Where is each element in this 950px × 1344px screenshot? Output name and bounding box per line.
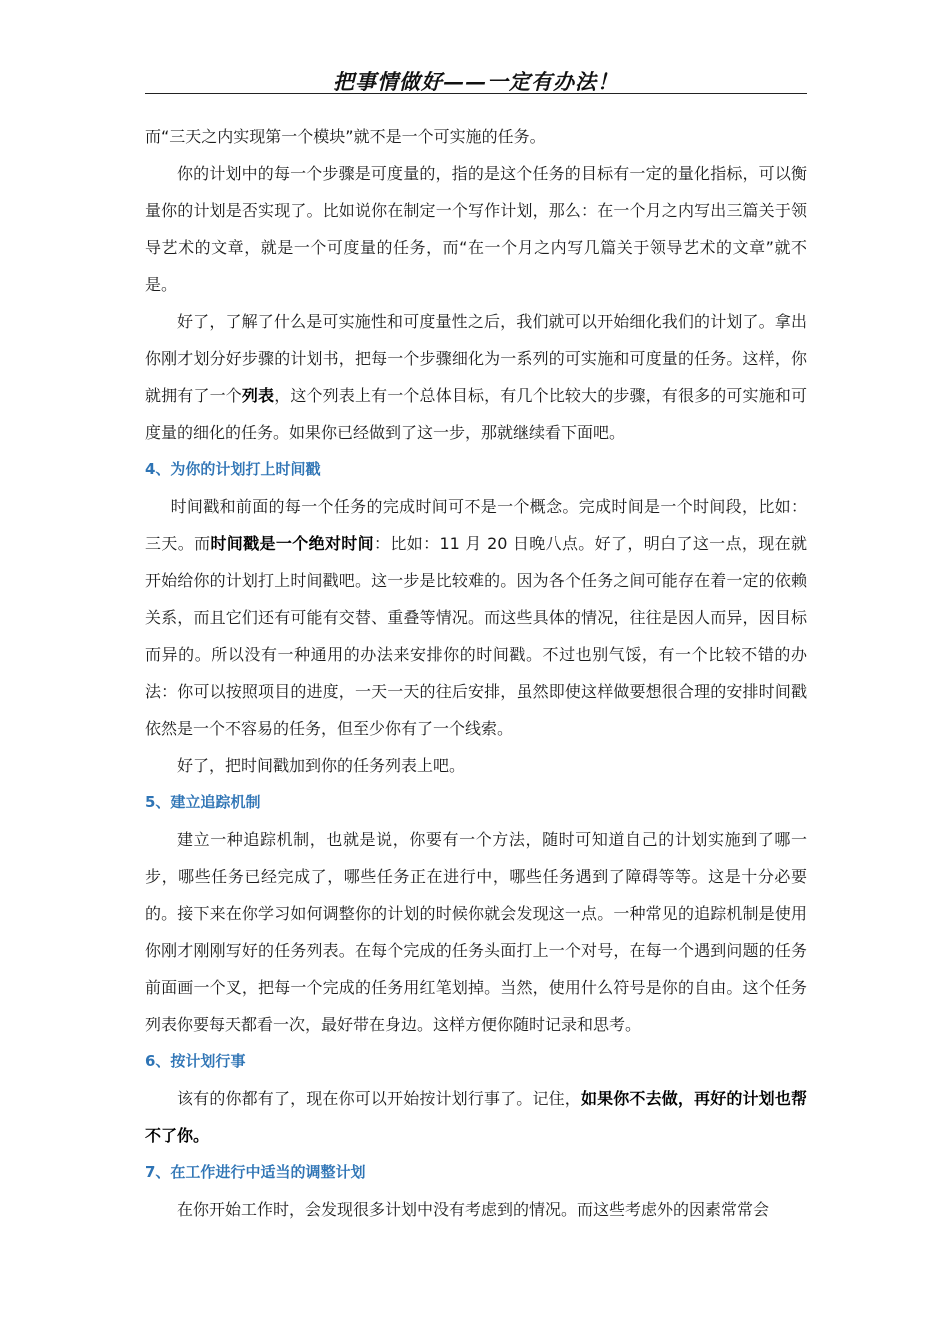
header-rule <box>145 93 807 94</box>
section-heading-7: 7、在工作进行中适当的调整计划 <box>145 1163 366 1181</box>
document-body <box>145 118 807 1228</box>
section-heading-4: 4、为你的计划打上时间戳 <box>145 460 321 478</box>
header-title: 把事情做好——一定有办法！ <box>333 69 619 94</box>
paragraph: 好了，把时间戳加到你的任务列表上吧。 <box>177 756 466 775</box>
page-header <box>145 66 807 96</box>
paragraph: 时间戳和前面的每一个任务的完成时间可不是一个概念。完成时间是一个时间段，比如：三天。而时间戳是一个绝对时间：比如：11 月 20 日晚八点。好了，明白了这一点，现在就开始给你的计划打上时间戳吧。这一步是比较难的。因为各个任务之间可能存在着一定的依赖关系，而且它们还有可能有交替、重叠等情况。而这些具体的情况，往往是因人而异，因目标而异的。所以没有一种通用的办法来安排你的时间戳。不过也别气馁，有一个比较不错的办法：你可以按照项目的进度，一天一天的往后安排，虽然即使这样做要想很合理的安排时间戳依然是一个不容易的任务，但至少你有了一个线索。 <box>145 497 807 738</box>
paragraph: 在你开始工作时，会发现很多计划中没有考虑到的情况。而这些考虑外的因素常常会 <box>177 1200 770 1219</box>
paragraph: 而“三天之内实现第一个模块”就不是一个可实施的任务。 <box>145 127 546 146</box>
paragraph: 你的计划中的每一个步骤是可度量的，指的是这个任务的目标有一定的量化指标，可以衡量你的计划是否实现了。比如说你在制定一个写作计划，那么：在一个月之内写出三篇关于领导艺术的文章，就是一个可度量的任务，而“在一个月之内写几篇关于领导艺术的文章”就不是。 <box>145 164 807 294</box>
paragraph: 好了，了解了什么是可实施性和可度量性之后，我们就可以开始细化我们的计划了。拿出你刚才划分好步骤的计划书，把每一个步骤细化为一系列的可实施和可度量的任务。这样，你就拥有了一个列表，这个列表上有一个总体目标，有几个比较大的步骤，有很多的可实施和可度量的细化的任务。如果你已经做到了这一步，那就继续看下面吧。 <box>145 312 807 442</box>
bold-term: 时间戳是一个绝对时间 <box>210 534 375 553</box>
paragraph: 建立一种追踪机制，也就是说，你要有一个方法，随时可知道自己的计划实施到了哪一步，哪些任务已经完成了，哪些任务正在进行中，哪些任务遇到了障碍等等。这是十分必要的。接下来在你学习如何调整你的计划的时候你就会发现这一点。一种常见的追踪机制是使用你刚才刚刚写好的任务列表。在每个完成的任务头面打上一个对号，在每一个遇到问题的任务前面画一个叉，把每一个完成的任务用红笔划掉。当然，使用什么符号是你的自由。这个任务列表你要每天都看一次，最好带在身边。这样方便你随时记录和思考。 <box>145 830 807 1034</box>
bold-term: 如果你不去做，再好的计划也帮不了你。 <box>145 1089 807 1145</box>
section-heading-6: 6、按计划行事 <box>145 1052 246 1070</box>
paragraph: 该有的你都有了，现在你可以开始按计划行事了。记住，如果你不去做，再好的计划也帮不了你。 <box>145 1089 807 1145</box>
bold-term: 列表 <box>241 386 275 405</box>
section-heading-5: 5、建立追踪机制 <box>145 793 261 811</box>
